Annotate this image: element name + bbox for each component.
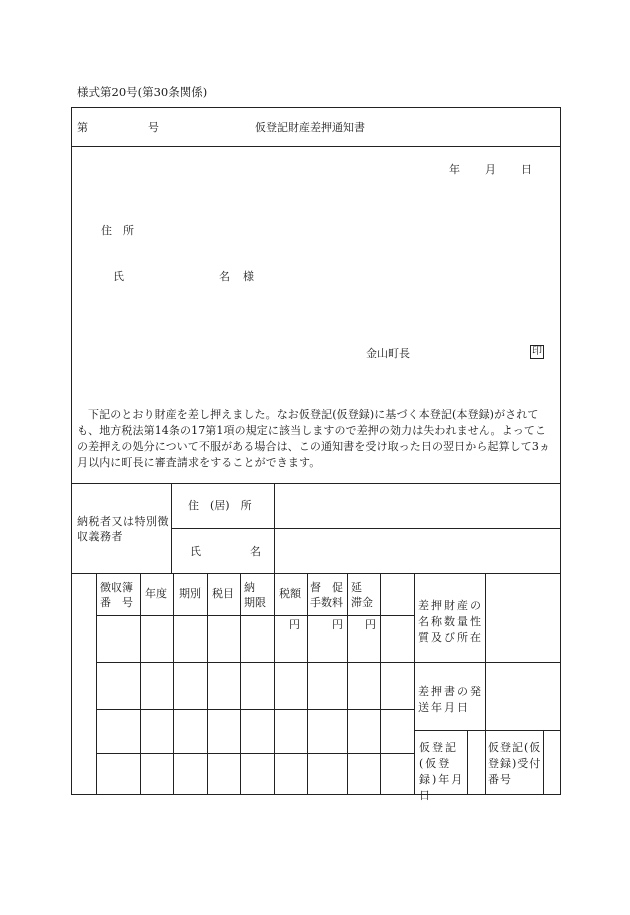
dispatch-label: 差押書の発送年月日 — [418, 685, 483, 714]
divider — [171, 483, 172, 573]
document-title: 仮登記財産差押通知書 — [255, 121, 365, 134]
property-label: 差押財産の名称数量性質及び所在 — [418, 599, 483, 644]
header-tax-item: 税目 — [212, 587, 234, 600]
taxpayer-name-field[interactable] — [280, 545, 555, 559]
divider — [96, 709, 414, 710]
taxpayer-name-label-second: 名 — [250, 545, 261, 558]
divider — [96, 662, 561, 663]
notice-text: 下記のとおり財産を差し押えました。なお仮登記(仮登録)に基づく本登記(本登録)がされても、地方税法第14条の17第1項の規定に該当しますので差押の効力は失われません。よってこの差押えの処分について不服がある場合は、この通知書を受け取った日の翌日から起算して3ヵ月以内に町長に審査請求をすることができます。 — [77, 408, 551, 469]
header-ledger-number: 徴収簿番 号 — [100, 581, 133, 609]
header-late-fee: 延 滞金 — [351, 581, 373, 609]
divider — [414, 730, 561, 731]
taxpayer-address-field[interactable] — [280, 499, 555, 513]
property-field[interactable] — [489, 580, 557, 656]
divider — [71, 483, 561, 484]
taxpayer-address-label: 住 (居) 所 — [188, 499, 252, 512]
header-tax-amount: 税額 — [279, 587, 301, 600]
divider — [307, 573, 308, 795]
dispatch-field[interactable] — [489, 668, 557, 724]
address-label: 住 所 — [101, 224, 134, 237]
honorific: 様 — [243, 270, 254, 283]
unit-yen-amount: 円 — [289, 618, 300, 631]
divider — [71, 573, 561, 574]
divider — [171, 528, 561, 529]
provisional-date-label: 仮登記(仮登録)年月日 — [419, 741, 465, 802]
date-day: 日 — [521, 163, 532, 176]
unit-yen-late: 円 — [365, 618, 376, 631]
date-year: 年 — [449, 163, 460, 176]
header-dunning-fee: 督 促手数料 — [310, 581, 343, 609]
header-due-date: 納 期限 — [244, 581, 266, 609]
header-fiscal-year: 年度 — [145, 587, 167, 600]
divider — [414, 573, 415, 795]
name-label-second: 名 — [219, 270, 230, 283]
divider — [207, 573, 208, 795]
divider — [240, 573, 241, 795]
form-label: 様式第20号(第30条関係) — [77, 85, 208, 99]
divider — [274, 483, 275, 573]
provisional-number-label: 仮登記(仮登録)受付番号 — [488, 741, 542, 786]
issuer-name: 金山町長 — [366, 347, 410, 360]
divider — [274, 573, 275, 795]
date-month: 月 — [485, 163, 496, 176]
divider — [96, 615, 414, 616]
name-label-first: 氏 — [113, 270, 124, 283]
divider — [140, 573, 141, 795]
taxpayer-label: 納税者又は特別徴収義務者 — [77, 515, 169, 543]
divider — [485, 730, 486, 795]
seal-stamp: 印 — [532, 346, 542, 357]
divider — [71, 146, 561, 147]
number-prefix: 第 — [77, 121, 88, 134]
unit-yen-fee: 円 — [332, 618, 343, 631]
divider — [96, 753, 414, 754]
divider — [173, 573, 174, 795]
header-period: 期別 — [179, 587, 201, 600]
divider — [96, 573, 97, 795]
number-suffix: 号 — [148, 121, 159, 134]
taxpayer-name-label-first: 氏 — [190, 545, 201, 558]
